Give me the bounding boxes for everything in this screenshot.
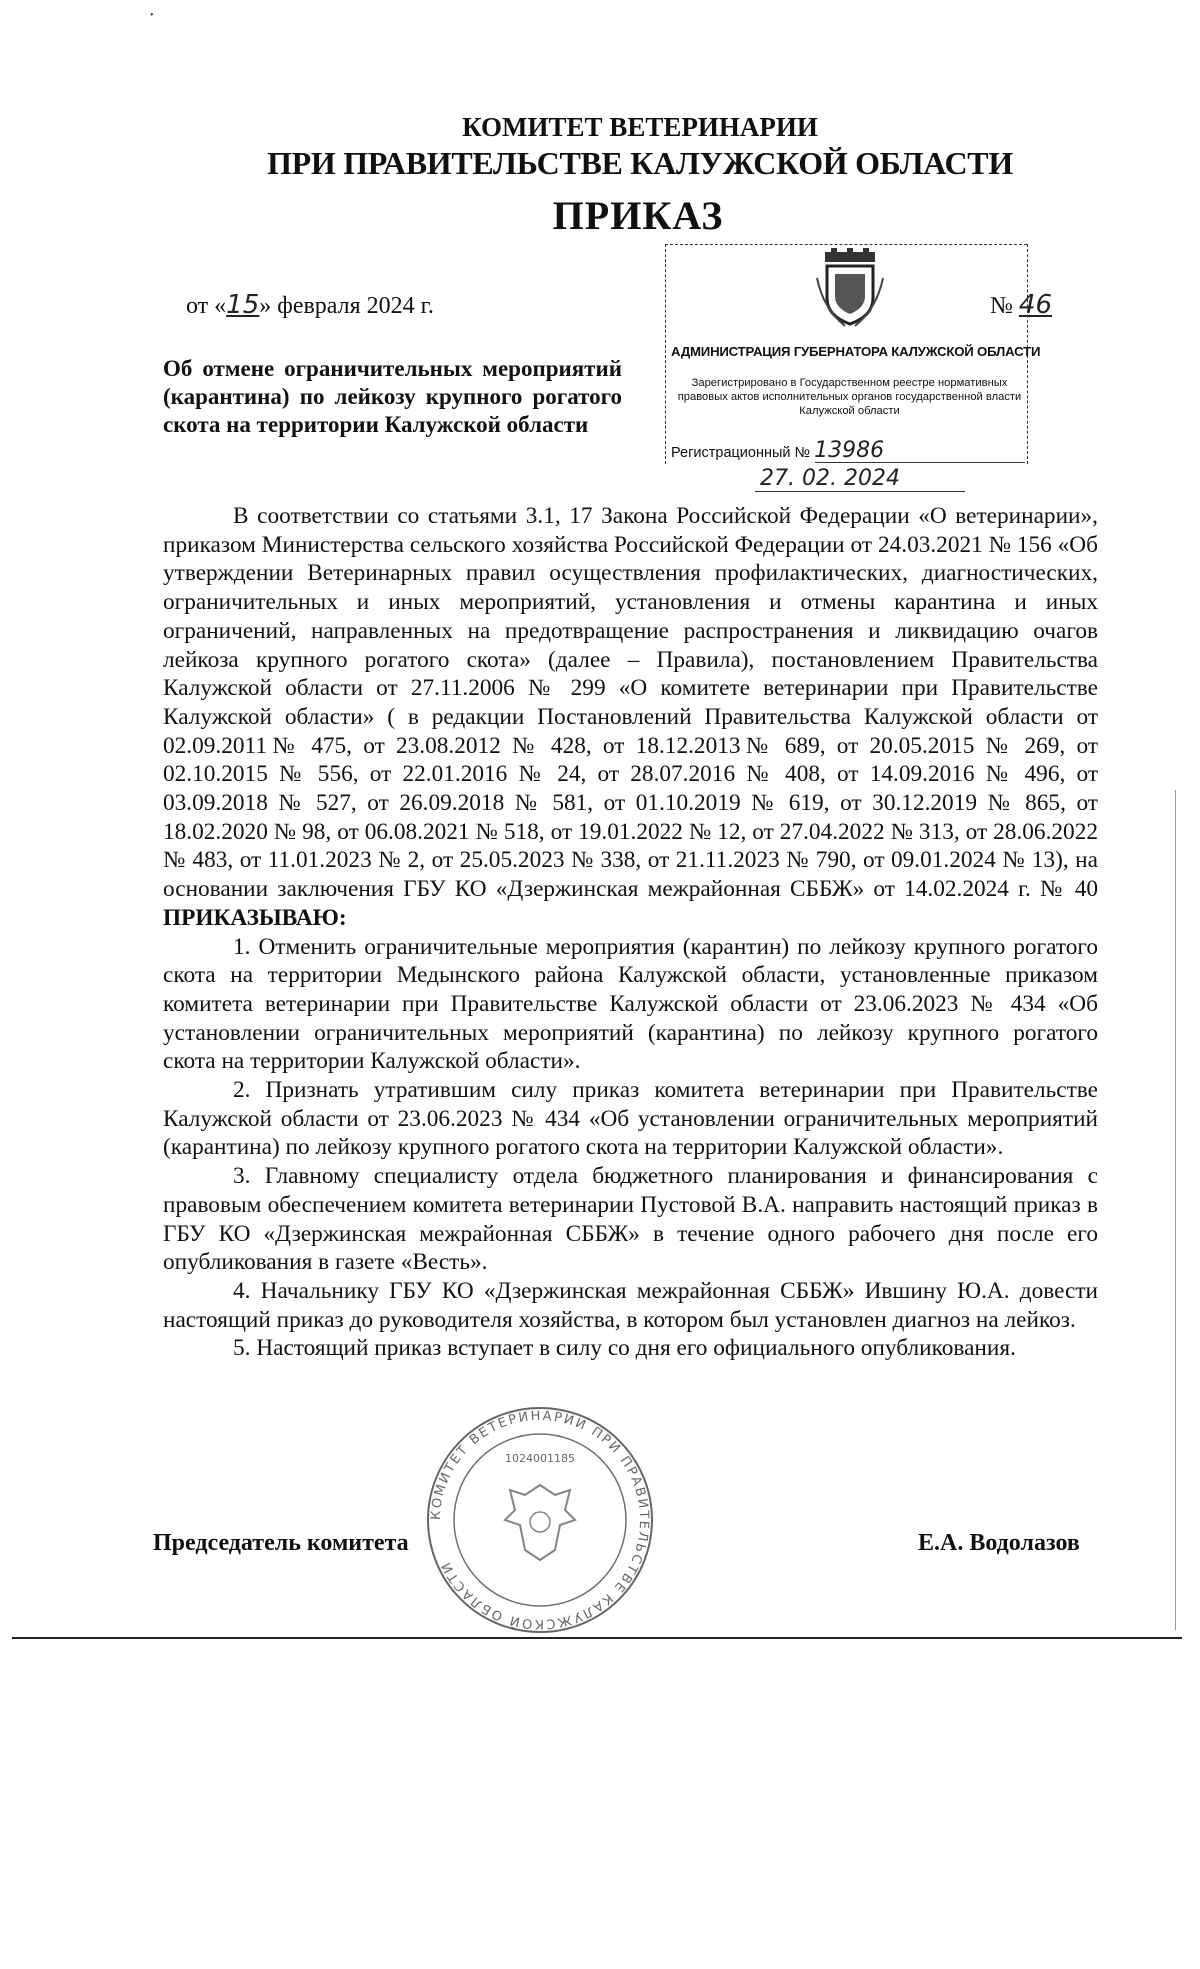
reg-label: Регистрационный №	[671, 445, 811, 461]
order-item-3: 3. Главному специалисту отдела бюджетного планирования и финансирования с правовым обеспечением комитета ветеринарии Пустовой В.А. направить настоящий приказ в ГБУ КО «Дзержинская межрайонная СББЖ» в течение одного рабочего дня после его опубликования в газете «Весть».	[163, 1163, 1098, 1276]
signatory-position: Председатель комитета	[153, 1530, 409, 1556]
official-seal	[405, 1400, 675, 1640]
issuer-line-1: КОМИТЕТ ВЕТЕРИНАРИИ	[462, 112, 818, 142]
date-prefix: от «	[186, 293, 227, 319]
page-divider	[12, 1637, 1182, 1639]
order-date	[186, 290, 434, 320]
order-subject: Об отмене ограничительных мероприятий (карантина) по лейкозу крупного рогатого скота на территории Калужской области	[163, 356, 622, 437]
seal-ring-text: КОМИТЕТ ВЕТЕРИНАРИИ ПРИ ПРАВИТЕЛЬСТВЕ КАЛУЖСКОЙ ОБЛАСТИ	[428, 1408, 652, 1632]
seal-ogrn: 1024001185	[505, 1452, 575, 1465]
date-day-handwritten: 15	[226, 290, 260, 320]
stamp-border	[665, 244, 1027, 245]
order-body	[163, 502, 1098, 1363]
stamp-underline	[815, 462, 1025, 463]
order-item-2: 2. Признать утратившим силу приказ комитета ветеринарии при Правительстве Калужской области от 23.06.2023 № 434 «Об установлении ограничительных мероприятий (карантина) по лейкозу крупного рогатого скота на территории Калужской области».	[163, 1077, 1098, 1161]
reg-number-handwritten: 13986	[814, 438, 885, 463]
stamp-underline	[755, 491, 965, 492]
preamble-text: В соответствии со статьями 3.1, 17 Закона Российской Федерации «О ветеринарии», приказом Министерства сельского хозяйства Российской Федерации от 24.03.2021 № 156 «Об утверждении Ветеринарных правил осуществления профилактических, диагностических, ограничительных и иных мероприятий, установления и отмены карантина и иных ограничений, направленных на предотвращение распространения и ликвидацию очагов лейкоза крупного рогатого скота» (далее – Правила), постановлением Правительства Калужской области от 27.11.2006 № 299 «О комитете ветеринарии при Правительстве Калужской области» ( в редакции Постановлений Правительства Калужской области от 02.09.2011№ 475, от 23.08.2012 № 428, от 18.12.2013№ 689, от 20.05.2015 № 269, от 02.10.2015 № 556, от 22.01.2016 № 24, от 28.07.2016 № 408, от 14.09.2016 № 496, от 03.09.2018 № 527, от 26.09.2018 № 581, от 01.10.2019 № 619, от 30.12.2019 № 865, от 18.02.2020 № 98, от 06.08.2021 № 518, от 19.01.2022 № 12, от 27.04.2022 № 313, от 28.06.2022 № 483, от 11.01.2023 № 2, от 25.05.2023 № 338, от 21.11.2023 № 790, от 09.01.2024 № 13), на основании заключения ГБУ КО «Дзержинская межрайонная СББЖ» от 14.02.2024 г. № 40	[163, 503, 1098, 903]
signatory-name: Е.А. Водолазов	[918, 1530, 1080, 1556]
stamp-subtitle: Зарегистрировано в Государственном реестре нормативных правовых актов исполнительных органов государственной власти Калужской области	[677, 377, 1022, 417]
scan-speck: •	[150, 10, 154, 21]
order-item-5: 5. Настоящий приказ вступает в силу со дня его официального опубликования.	[233, 1335, 1016, 1362]
scan-edge-line	[1175, 790, 1176, 1630]
number-label: №	[990, 293, 1013, 319]
stamp-date-handwritten: 27. 02. 2024	[760, 466, 900, 491]
issuer-line-2: ПРИ ПРАВИТЕЛЬСТВЕ КАЛУЖСКОЙ ОБЛАСТИ	[267, 145, 1013, 181]
date-suffix: » февраля 2024 г.	[259, 293, 434, 319]
order-directive-word: ПРИКАЗЫВАЮ:	[163, 904, 347, 931]
kaluga-coat-of-arms-icon	[815, 248, 885, 328]
preamble-paragraph	[163, 502, 1098, 933]
stamp-border	[665, 244, 666, 464]
svg-text:КОМИТЕТ ВЕТЕРИНАРИИ ПРИ ПРАВИТ	[429, 1409, 651, 1631]
number-value-handwritten: 46	[1018, 290, 1052, 320]
stamp-registration-number	[671, 438, 884, 463]
document-type-title: ПРИКАЗ	[552, 193, 724, 238]
order-item-1: 1. Отменить ограничительные мероприятия (карантин) по лейкозу крупного рогатого скота на территории Медынского района Калужской области, установленные приказом комитета ветеринарии при Правительстве Калужской области от 23.06.2023 № 434 «Об установлении ограничительных мероприятий (карантина) по лейкозу крупного рогатого скота на территории Калужской области».	[163, 933, 1098, 1075]
double-headed-eagle-icon	[505, 1485, 575, 1560]
order-item-4: 4. Начальнику ГБУ КО «Дзержинская межрайонная СББЖ» Ившину Ю.А. довести настоящий приказ до руководителя хозяйства, в котором был установлен диагноз на лейкоз.	[163, 1277, 1098, 1333]
stamp-title: АДМИНИСТРАЦИЯ ГУБЕРНАТОРА КАЛУЖСКОЙ ОБЛАСТИ	[671, 344, 1041, 359]
